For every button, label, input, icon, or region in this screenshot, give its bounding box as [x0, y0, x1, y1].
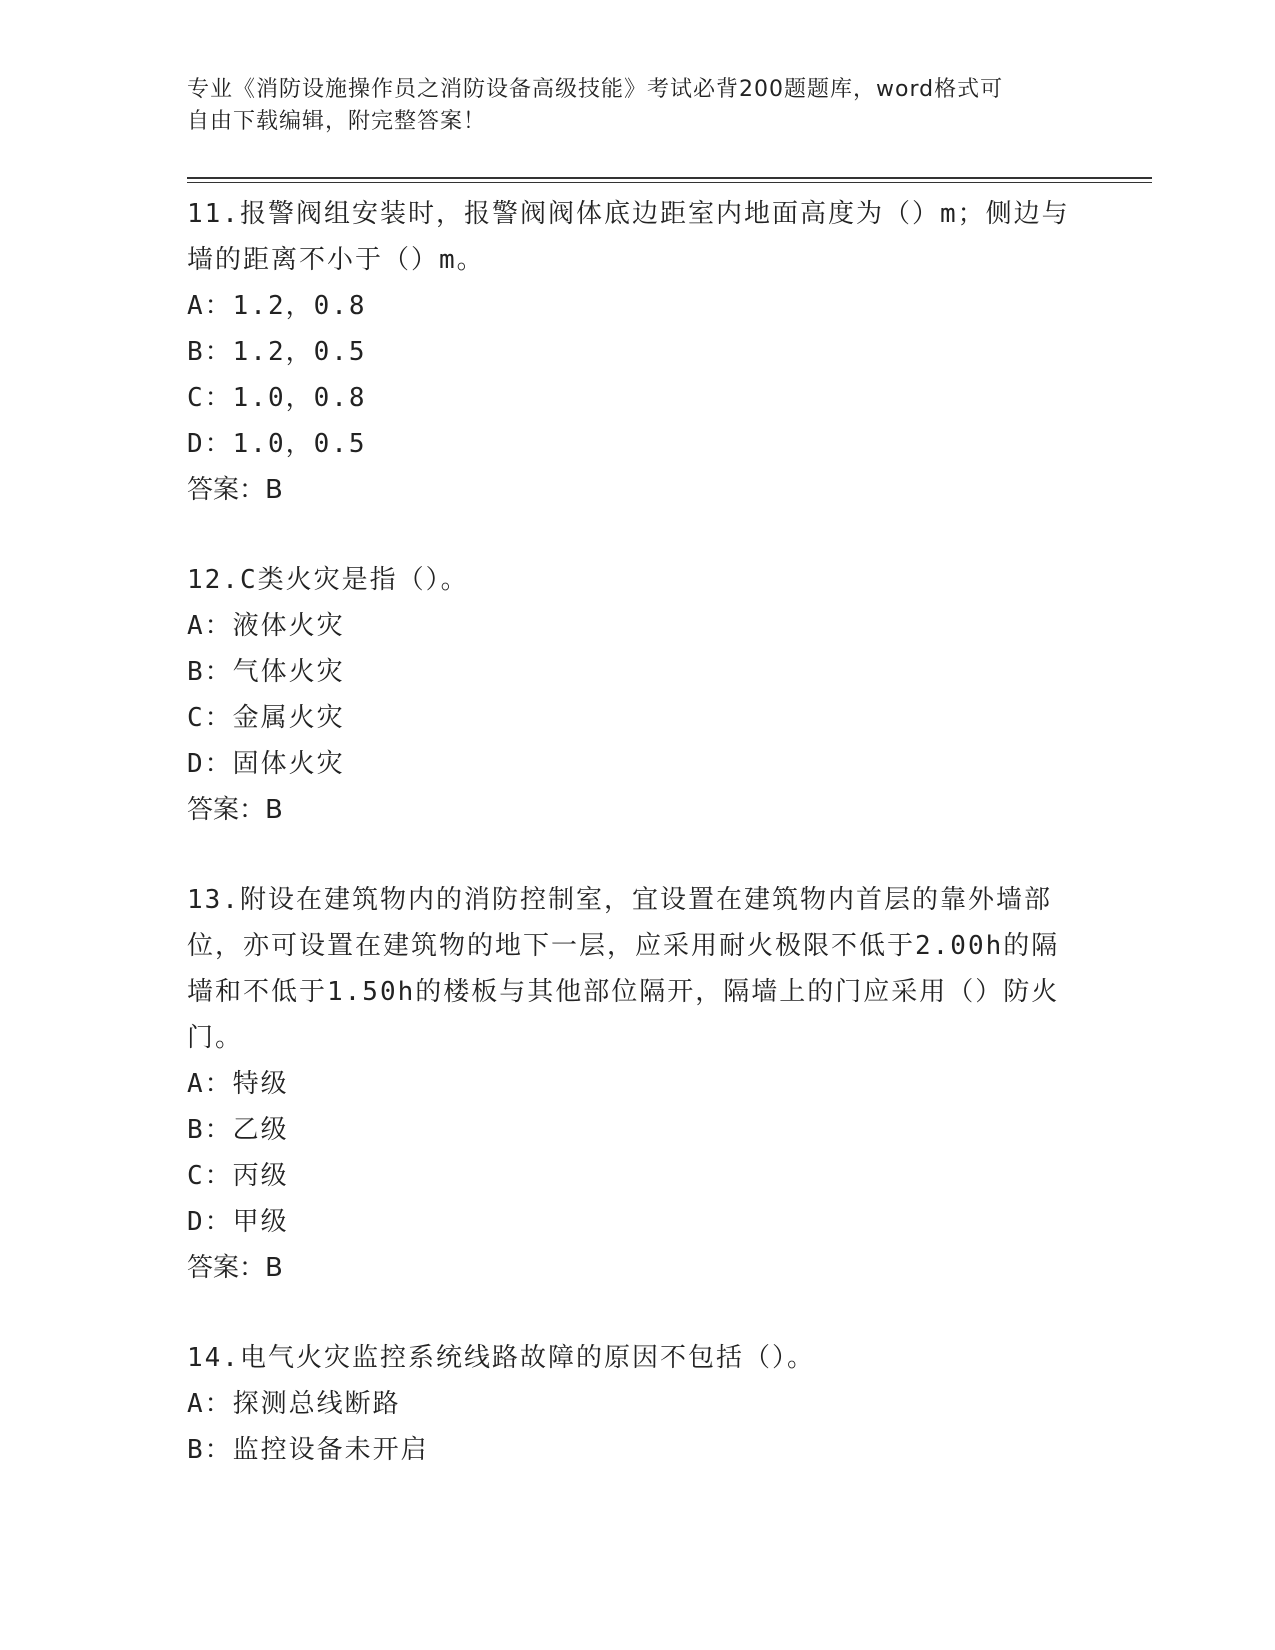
option-b: B：气体火灾	[187, 657, 345, 687]
question-14	[187, 1335, 1087, 1473]
answer: 答案：B	[187, 795, 283, 825]
option-c: C：1.0，0.8	[187, 383, 367, 413]
question-text: 13.附设在建筑物内的消防控制室，宜设置在建筑物内首层的靠外墙部位，亦可设置在建筑物的地下一层，应采用耐火极限不低于2.00h的隔墙和不低于1.50h的楼板与其他部位隔开，隔墙上的门应采用（）防火门。	[187, 885, 1060, 1053]
header-divider-thin	[187, 182, 1152, 183]
option-d: D：甲级	[187, 1207, 289, 1237]
question-text: 11.报警阀组安装时，报警阀阀体底边距室内地面高度为（）m；侧边与墙的距离不小于（）m。	[187, 199, 1070, 275]
option-c: C：丙级	[187, 1161, 289, 1191]
question-text: 14.电气火灾监控系统线路故障的原因不包括（）。	[187, 1343, 815, 1373]
answer: 答案：B	[187, 475, 283, 505]
option-a: A：探测总线断路	[187, 1389, 401, 1419]
option-a: A：特级	[187, 1069, 289, 1099]
option-a: A：1.2，0.8	[187, 291, 367, 321]
option-d: D：固体火灾	[187, 749, 345, 779]
option-b: B：乙级	[187, 1115, 289, 1145]
question-text: 12.C类火灾是指（）。	[187, 565, 469, 595]
option-b: B：监控设备未开启	[187, 1435, 429, 1465]
header-line-2: 自由下载编辑，附完整答案！	[187, 109, 487, 134]
option-a: A：液体火灾	[187, 611, 345, 641]
document-header	[187, 74, 1067, 138]
header-divider-thick	[187, 177, 1152, 179]
answer: 答案：B	[187, 1253, 283, 1283]
header-line-1: 专业《消防设施操作员之消防设备高级技能》考试必背200题题库，word格式可	[187, 77, 1004, 102]
option-b: B：1.2，0.5	[187, 337, 367, 367]
question-list	[187, 191, 1087, 1517]
question-11	[187, 191, 1087, 513]
question-12	[187, 557, 1087, 833]
question-13	[187, 877, 1087, 1291]
option-c: C：金属火灾	[187, 703, 345, 733]
option-d: D：1.0，0.5	[187, 429, 367, 459]
